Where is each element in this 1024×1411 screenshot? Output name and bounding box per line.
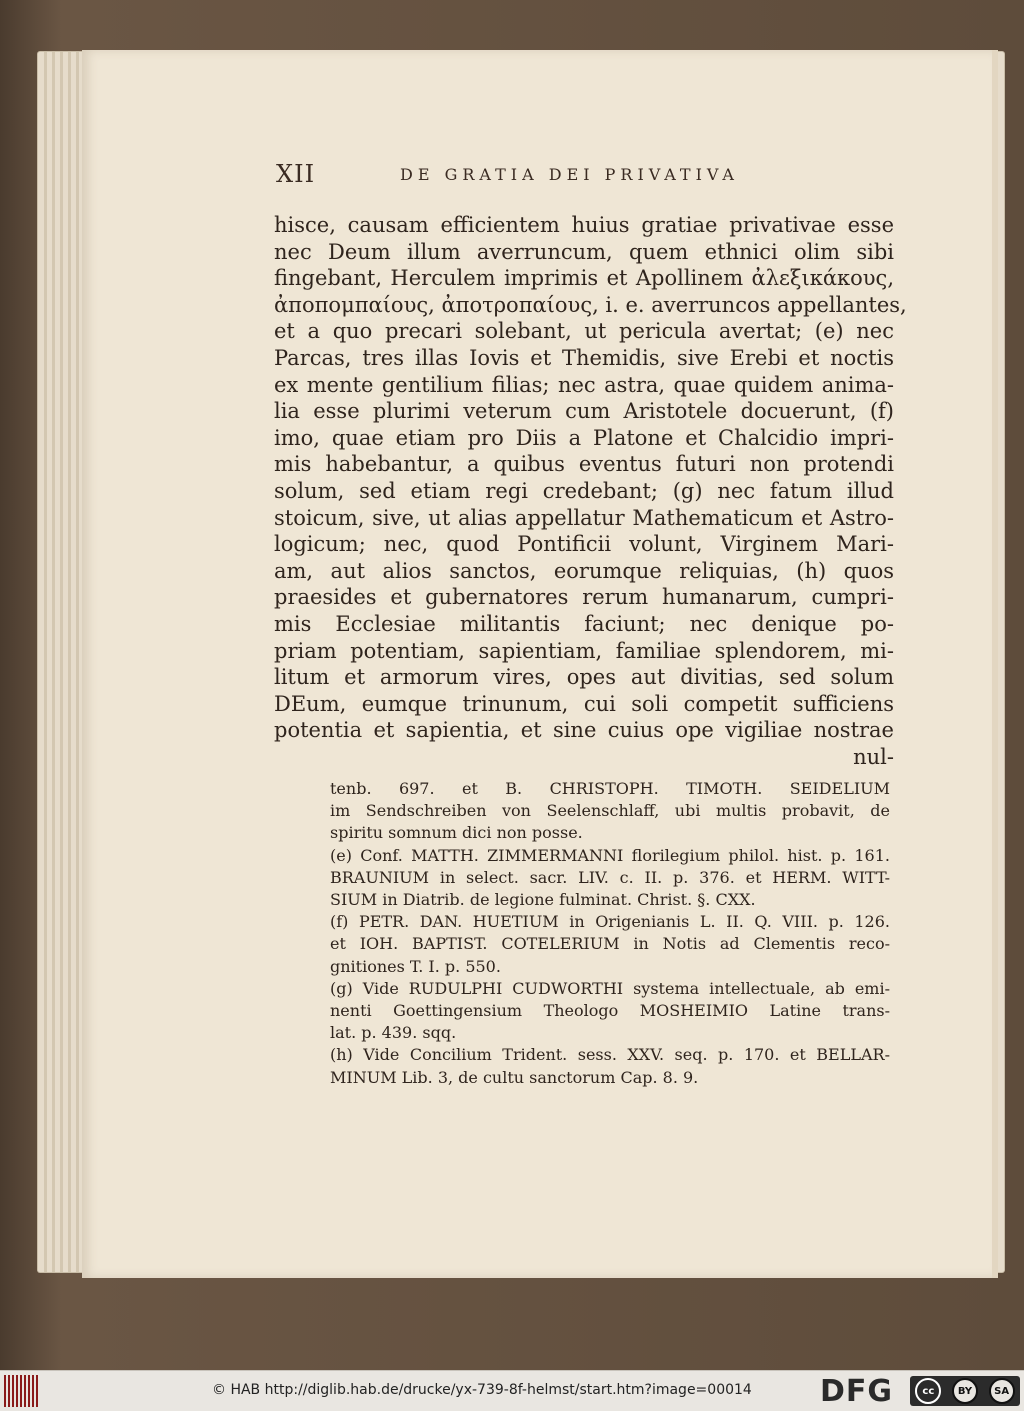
cc-icon: cc: [915, 1378, 941, 1404]
text-line: hisce, causam efficientem huius gratiae privativae esse: [274, 213, 894, 237]
by-icon: BY: [952, 1378, 978, 1404]
text-line: nec Deum illum averruncum, quem ethnici olim sibi: [274, 239, 894, 264]
footnote-line: spiritu somnum dici non posse.: [330, 823, 583, 843]
footnote-line: gnitiones T. I. p. 550.: [330, 956, 501, 976]
page-edge: [68, 52, 71, 1272]
text-line: DEum, eumque trinunum, cui soli competit sufficiens: [274, 691, 894, 716]
text-line: mis habebantur, a quibus eventus futuri non protendi: [274, 452, 894, 477]
footnote-line: BRAUNIUM in select. sacr. LIV. c. II. p. 376. et HERM. WITT-: [330, 867, 890, 887]
text-line: solum, sed etiam regi credebant; (g) nec fatum illud: [274, 478, 894, 503]
dfg-logo: DFG: [820, 1374, 894, 1409]
text-line: mis Ecclesiae militantis faciunt; nec denique po-: [274, 611, 894, 636]
footnote-line: lat. p. 439. sqq.: [330, 1023, 457, 1043]
text-line: Parcas, tres illas Iovis et Themidis, sive Erebi et noctis: [274, 345, 894, 370]
text-line: ἀποπομπαίους, ἀποτροπαίους, i. e. averruncos appellantes,: [274, 292, 907, 317]
footnote-line: tenb. 697. et B. CHRISTOPH. TIMOTH. SEIDELIUM: [330, 779, 890, 798]
text-line: logicum; nec, quod Pontificii volunt, Virginem Mari-: [274, 532, 894, 557]
text-line: stoicum, sive, ut alias appellatur Mathematicum et Astro-: [274, 505, 894, 530]
text-line: et a quo precari solebant, ut pericula avertat; (e) nec: [274, 319, 894, 344]
text-line: am, aut alios sanctos, eorumque reliquias, (h) quos: [274, 558, 894, 583]
text-line: fingebant, Herculem imprimis et Apollinem ἀλεξικάκους,: [274, 266, 894, 291]
text-line: potentia et sapientia, et sine cuius ope vigiliae nostrae: [274, 718, 894, 743]
viewer-footer: [0, 1370, 1024, 1411]
body-text: [274, 212, 907, 770]
running-title: DE GRATIA DEI PRIVATIVA: [400, 165, 739, 184]
footnote-line: MINUM Lib. 3, de cultu sanctorum Cap. 8. 9.: [330, 1067, 699, 1087]
footnotes: [330, 778, 890, 1089]
source-link[interactable]: © HAB http://diglib.hab.de/drucke/yx-739-8f-helmst/start.htm?image=00014: [212, 1382, 752, 1398]
text-line: litum et armorum vires, opes aut divitias, sed solum: [274, 665, 894, 690]
footnote-line: (f) PETR. DAN. HUETIUM in Origenianis L. II. Q. VIII. p. 126.: [330, 912, 890, 932]
page-edge: [76, 52, 79, 1272]
footnote-line: et IOH. BAPTIST. COTELERIUM in Notis ad Clementis reco-: [330, 934, 890, 954]
footnote-line: SIUM in Diatrib. de legione fulminat. Christ. §. CXX.: [330, 890, 756, 910]
sa-icon: SA: [989, 1378, 1015, 1404]
color-ruler-icon: [4, 1375, 40, 1407]
text-line: ex mente gentilium filias; nec astra, quae quidem anima-: [274, 372, 894, 397]
text-line: imo, quae etiam pro Diis a Platone et Chalcidio impri-: [274, 425, 894, 450]
footnote-line: (h) Vide Concilium Trident. sess. XXV. seq. p. 170. et BELLAR-: [330, 1045, 890, 1065]
page-number: XII: [276, 160, 316, 188]
text-line: lia esse plurimi veterum cum Aristotele docuerunt, (f): [274, 399, 894, 424]
footnote-line: (e) Conf. MATTH. ZIMMERMANNI florilegium philol. hist. p. 161.: [330, 845, 890, 865]
page-right-edge: [992, 50, 998, 1278]
page-edge: [44, 52, 47, 1272]
footnote-line: im Sendschreiben von Seelenschlaff, ubi multis probavit, de: [330, 801, 890, 821]
page-edge: [60, 52, 63, 1272]
text-line: priam potentiam, sapientiam, familiae splendorem, mi-: [274, 638, 894, 663]
page-edge: [52, 52, 55, 1272]
text-line: praesides et gubernatores rerum humanarum, cumpri-: [274, 585, 894, 610]
footnote-line: (g) Vide RUDULPHI CUDWORTHI systema intellectuale, ab emi-: [330, 978, 890, 998]
running-head: [276, 160, 956, 190]
license-badge[interactable]: [910, 1376, 1020, 1406]
footnote-line: nenti Goettingensium Theologo MOSHEIMIO Latine trans-: [330, 1001, 890, 1021]
catchword: nul-: [853, 744, 894, 769]
